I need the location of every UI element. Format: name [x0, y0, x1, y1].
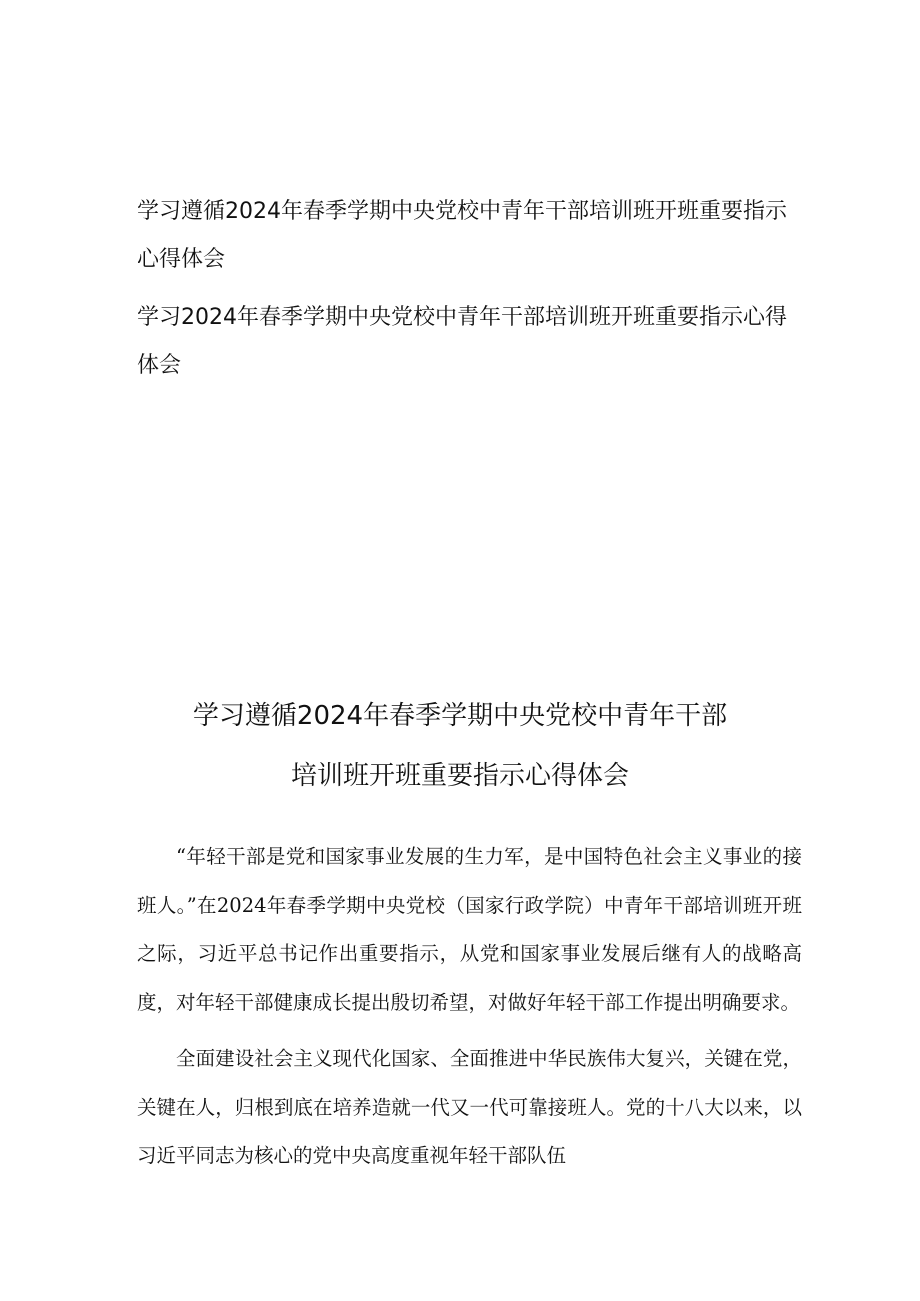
document-title-line-1: 学习遵循2024年春季学期中央党校中青年干部 — [192, 701, 728, 731]
body-paragraph-2: 全面建设社会主义现代化国家、全面推进中华民族伟大复兴，关键在党，关键在人，归根到底在培养造就一代又一代可靠接班人。党的十八大以来，以习近平同志为核心的党中央高度重视年轻干部队伍 — [137, 1047, 802, 1167]
document-title — [80, 686, 840, 806]
toc-entry-1[interactable]: 学习遵循2024年春季学期中央党校中青年干部培训班开班重要指示心得体会 — [137, 199, 787, 272]
table-of-contents — [137, 188, 797, 400]
document-body — [137, 833, 802, 1189]
body-paragraph-1: “年轻干部是党和国家事业发展的生力军，是中国特色社会主义事业的接班人。”在2024年春季学期中央党校（国家行政学院）中青年干部培训班开班之际，习近平总书记作出重要指示，从党和国家事业发展后继有人的战略高度，对年轻干部健康成长提出殷切希望，对做好年轻干部工作提出明确要求。 — [137, 845, 802, 1014]
document-title-line-2: 培训班开班重要指示心得体会 — [290, 761, 629, 791]
toc-entry-2[interactable]: 学习2024年春季学期中央党校中青年干部培训班开班重要指示心得体会 — [137, 305, 787, 378]
